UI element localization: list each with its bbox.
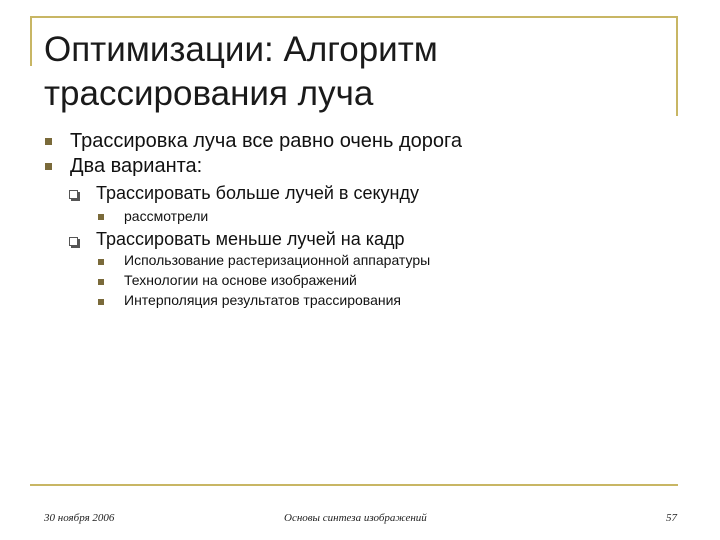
frame-left-line bbox=[30, 16, 32, 66]
sub-sub-bullet-text: Интерполяция результатов трассирования bbox=[124, 292, 402, 308]
sub-sub-bullet-text: Использование растеризационной аппаратуры bbox=[124, 252, 431, 268]
sub-bullet-text: Трассировать меньше лучей на кадр bbox=[96, 229, 405, 249]
square-bullet-icon bbox=[45, 138, 52, 145]
small-square-bullet-icon bbox=[98, 214, 104, 220]
slide-title bbox=[44, 28, 664, 116]
frame-right-line bbox=[676, 16, 678, 116]
square-bullet-icon bbox=[45, 163, 52, 170]
small-square-bullet-icon bbox=[98, 299, 104, 305]
bullet-text: Два варианта: bbox=[70, 155, 203, 177]
frame-top-line bbox=[30, 16, 678, 18]
footer-title: Основы синтеза изображений bbox=[284, 512, 427, 524]
sub-sub-bullet-text: Технологии на основе изображений bbox=[124, 272, 357, 288]
hollow-square-bullet-icon bbox=[69, 237, 78, 246]
hollow-square-bullet-icon bbox=[69, 190, 78, 199]
sub-bullet-text: Трассировать больше лучей в секунду bbox=[96, 183, 419, 203]
footer-date: 30 ноября 2006 bbox=[44, 512, 115, 524]
sub-sub-bullet-text: рассмотрели bbox=[124, 208, 209, 224]
page-number: 57 bbox=[666, 512, 677, 524]
small-square-bullet-icon bbox=[98, 279, 104, 285]
small-square-bullet-icon bbox=[98, 259, 104, 265]
bullet-text: Трассировка луча все равно очень дорога bbox=[70, 130, 462, 152]
frame-bottom-line bbox=[30, 484, 678, 486]
slide-title-line1: Оптимизации: Алгоритм bbox=[44, 30, 438, 69]
slide-title-line2: трассирования луча bbox=[44, 74, 374, 113]
